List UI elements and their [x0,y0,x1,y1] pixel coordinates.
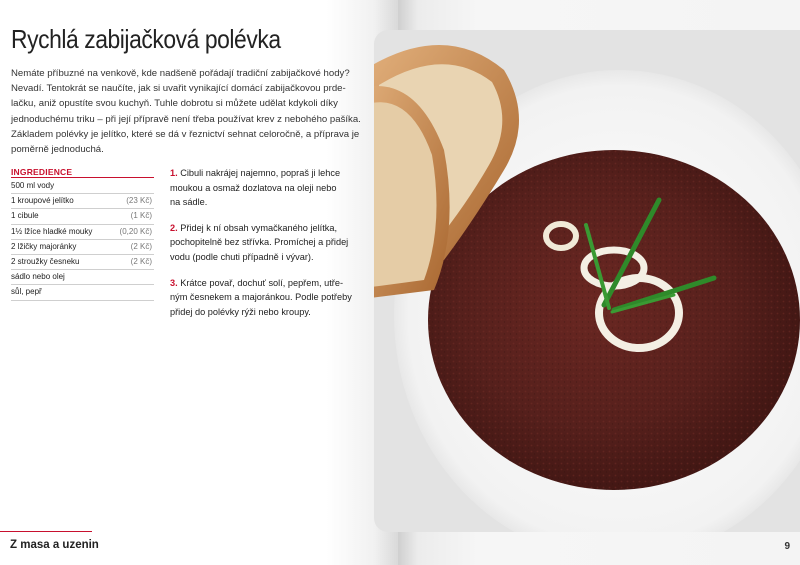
ingredients-heading: INGREDIENCE [11,167,73,177]
ingredient-price: (23 Kč) [126,196,152,206]
intro-line: poměrně jednoduchá. [11,144,104,156]
ingredient-name: sůl, pepř [11,287,42,297]
left-page [0,0,398,565]
ingredient-name: 1½ lžíce hladké mouky [11,226,93,236]
ingredient-row [11,285,154,300]
intro-line: Nemáte příbuzné na venkově, kde nadšeně pořádají tradiční zabijačkové hody? [11,68,350,79]
ingredient-row [11,240,154,255]
recipe-step [170,166,370,210]
step-number: 3. [170,277,178,288]
step-line [170,276,370,291]
ingredient-row [11,255,154,270]
intro-line: jednoduchému triku – při její přípravě není třeba používat krev z nebohého pašíka. [11,113,361,125]
ingredient-row [11,209,154,224]
step-number: 1. [170,168,178,178]
ingredient-price: (2 Kč) [130,256,152,266]
ingredient-price: (0,20 Kč) [119,226,152,236]
ingredient-row [11,194,154,209]
recipe-title: Rychlá zabijačková polévka [11,24,281,54]
footer-divider [0,531,92,532]
step-line [170,166,370,181]
step-line: na sádle. [170,197,208,208]
step-line [170,221,370,236]
step-line: moukou a osmaž dozlatova na oleji nebo [170,182,337,193]
step-number: 2. [170,222,178,233]
ingredient-row [11,270,154,285]
ingredients-list [11,179,154,301]
ingredients-divider [11,177,154,178]
step-text: Krátce povař, dochuť solí, pepřem, utře- [177,277,343,288]
soup-photo-illustration [374,30,800,532]
step-line: vodu (podle chuti případně i vývar). [170,251,314,262]
intro-line: Základem polévky je jelítko, které se dá v řeznictví sehnat celoročně, a příprava je [11,128,360,140]
ingredient-name: 1 cibule [11,211,39,221]
ingredient-name: 2 lžičky majoránky [11,241,77,251]
section-name: Z masa a uzenin [10,539,99,551]
recipe-intro [11,66,373,157]
ingredient-name: 2 stroužky česneku [11,256,80,266]
recipe-steps [170,166,370,319]
ingredient-name: sádlo nebo olej [11,272,65,282]
intro-line: lačku, aniž opustíte svou kuchyň. Tuhle dobrotu si můžete udělat kdykoli díky [11,98,338,110]
ingredient-price: (2 Kč) [130,241,152,251]
ingredient-row [11,225,154,240]
ingredient-row [11,179,154,194]
ingredient-name: 500 ml vody [11,181,55,190]
soup-photo [374,30,800,532]
ingredient-name: 1 kroupové jelítko [11,196,74,206]
step-text: Přidej k ní obsah vymačkaného jelítka, [177,222,338,233]
intro-line: Nevadí. Tentokrát se naučíte, jak si uvařit vynikající domácí zabijačkovou prde- [11,83,346,95]
step-line: pochopitelně bez střívka. Promíchej a přidej [170,237,349,248]
ingredient-price: (1 Kč) [130,211,152,221]
step-line: přidej do polévky rýži nebo kroupy. [170,306,311,317]
step-text: Cibuli nakrájej najemno, popraš ji lehce [177,168,341,178]
page-number: 9 [784,541,790,552]
recipe-step [170,276,370,320]
recipe-step [170,221,370,265]
step-line: ným česnekem a majoránkou. Podle potřeby [170,292,352,303]
